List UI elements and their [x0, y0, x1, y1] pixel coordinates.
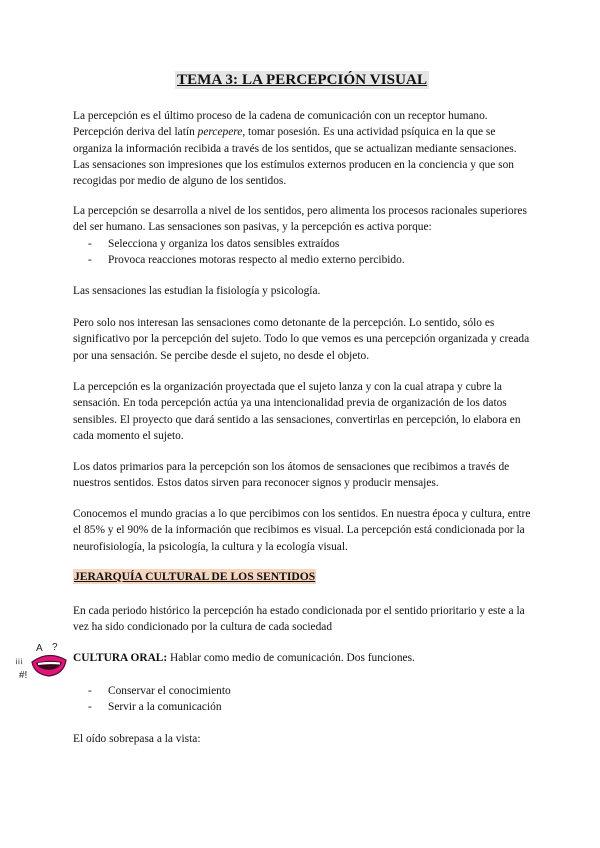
paragraph-6 [73, 459, 533, 492]
list-item-text: Selecciona y organiza los datos sensibles extraídos [108, 238, 340, 250]
latin-word: percepere [197, 126, 243, 139]
paragraph-9-text: El oído sobrepasa a la vista: [73, 733, 201, 745]
list-item-text: Servir a la comunicación [108, 701, 222, 714]
list-item-text: Provoca reacciones motoras respecto al medio externo percibido. [108, 254, 405, 267]
paragraph-3-text: Las sensaciones las estudian la fisiología y psicología. [73, 285, 321, 297]
bullet-dash: - [88, 685, 92, 697]
paragraph-1-part-b: , tomar posesión. Es una actividad psíquica en la que se organiza la información recibida a través de los sentidos, que se actualizan mediante sensaciones. Las sensaciones son impresiones que los estímulos externos producen en la conciencia y que son recogidas por medio de alguno de los sentidos. [73, 126, 517, 188]
talking-mouth-icon [14, 640, 72, 686]
list-item [88, 236, 528, 252]
oral-culture-text: Hablar como medio de comunicación. Dos funciones. [167, 652, 415, 664]
paragraph-8 [73, 603, 533, 636]
bullet-dash: - [88, 701, 92, 714]
paragraph-8-text: En cada periodo histórico la percepción ha estado condicionada por el sentido prioritario y este a la vez ha sido condicionado por la cultura de cada sociedad [73, 605, 525, 634]
paragraph-7 [73, 506, 533, 555]
paragraph-9 [73, 731, 533, 747]
paragraph-7-text: Conocemos el mundo gracias a lo que percibimos con los sentidos. En nuestra época y cultura, entre el 85% y el 90% de la información que recibimos es visual. La percepción está condicionada por la neurofisiología, la psicología, la cultura y la ecología visual. [73, 508, 531, 553]
section-heading [73, 570, 316, 583]
bullet-dash: - [88, 254, 92, 267]
paragraph-4-text: Pero solo nos interesan las sensaciones como detonante de la percepción. Lo sentido, sólo es significativo por la percepción del sujeto. Todo lo que vemos es una percepción organizada y creada por una sensación. Se percibe desde el sujeto, no desde el objeto. [73, 317, 530, 362]
list-item [88, 683, 528, 699]
paragraph-6-text: Los datos primarios para la percepción son los átomos de sensaciones que recibimos a través de nuestros sentidos. Estos datos sirven para reconocer signos y producir mensajes. [73, 461, 510, 490]
paragraph-1-part-a: La percepción es el último proceso de la cadena de comunicación con un receptor humano. Percepción deriva del latín [73, 110, 488, 139]
bullet-list-2 [88, 683, 528, 716]
list-item-text: Conservar el conocimiento [108, 685, 231, 697]
page-title [175, 72, 428, 94]
bullet-list-1 [88, 236, 528, 269]
paragraph-3 [73, 283, 533, 299]
mouth-glyph-question: ? [52, 642, 58, 653]
page-title-text: TEMA 3: LA PERCEPCIÓN VISUAL [177, 72, 428, 88]
paragraph-5-text: La percepción es la organización proyectada que el sujeto lanza y con la cual atrapa y cubre la sensación. En toda percepción actúa ya una intencionalidad previa de organización de los datos sensibles. El proyecto que dará sentido a las sensaciones, convertirlas en percepción, lo elabora en cada momento el sujeto. [73, 381, 521, 442]
list-item [88, 252, 528, 268]
oral-culture-label: CULTURA ORAL: [73, 652, 168, 664]
paragraph-4 [73, 315, 533, 364]
section-heading-text: JERARQUÍA CULTURAL DE LOS SENTIDOS [74, 570, 316, 583]
mouth-glyph-a: A [36, 643, 43, 654]
list-item [88, 699, 528, 715]
bullet-dash: - [88, 238, 92, 250]
paragraph-1 [73, 108, 533, 189]
paragraph-2 [73, 203, 533, 236]
mouth-glyph-exclaim: ¡¡¡ [15, 656, 23, 665]
mouth-glyph-hash: #! [19, 670, 28, 681]
paragraph-5 [73, 379, 533, 444]
paragraph-2-text: La percepción se desarrolla a nivel de los sentidos, pero alimenta los procesos racionales superiores del ser humano. Las sensaciones son pasivas, y la percepción es activa porque: [73, 205, 527, 234]
oral-culture-line [73, 650, 533, 666]
